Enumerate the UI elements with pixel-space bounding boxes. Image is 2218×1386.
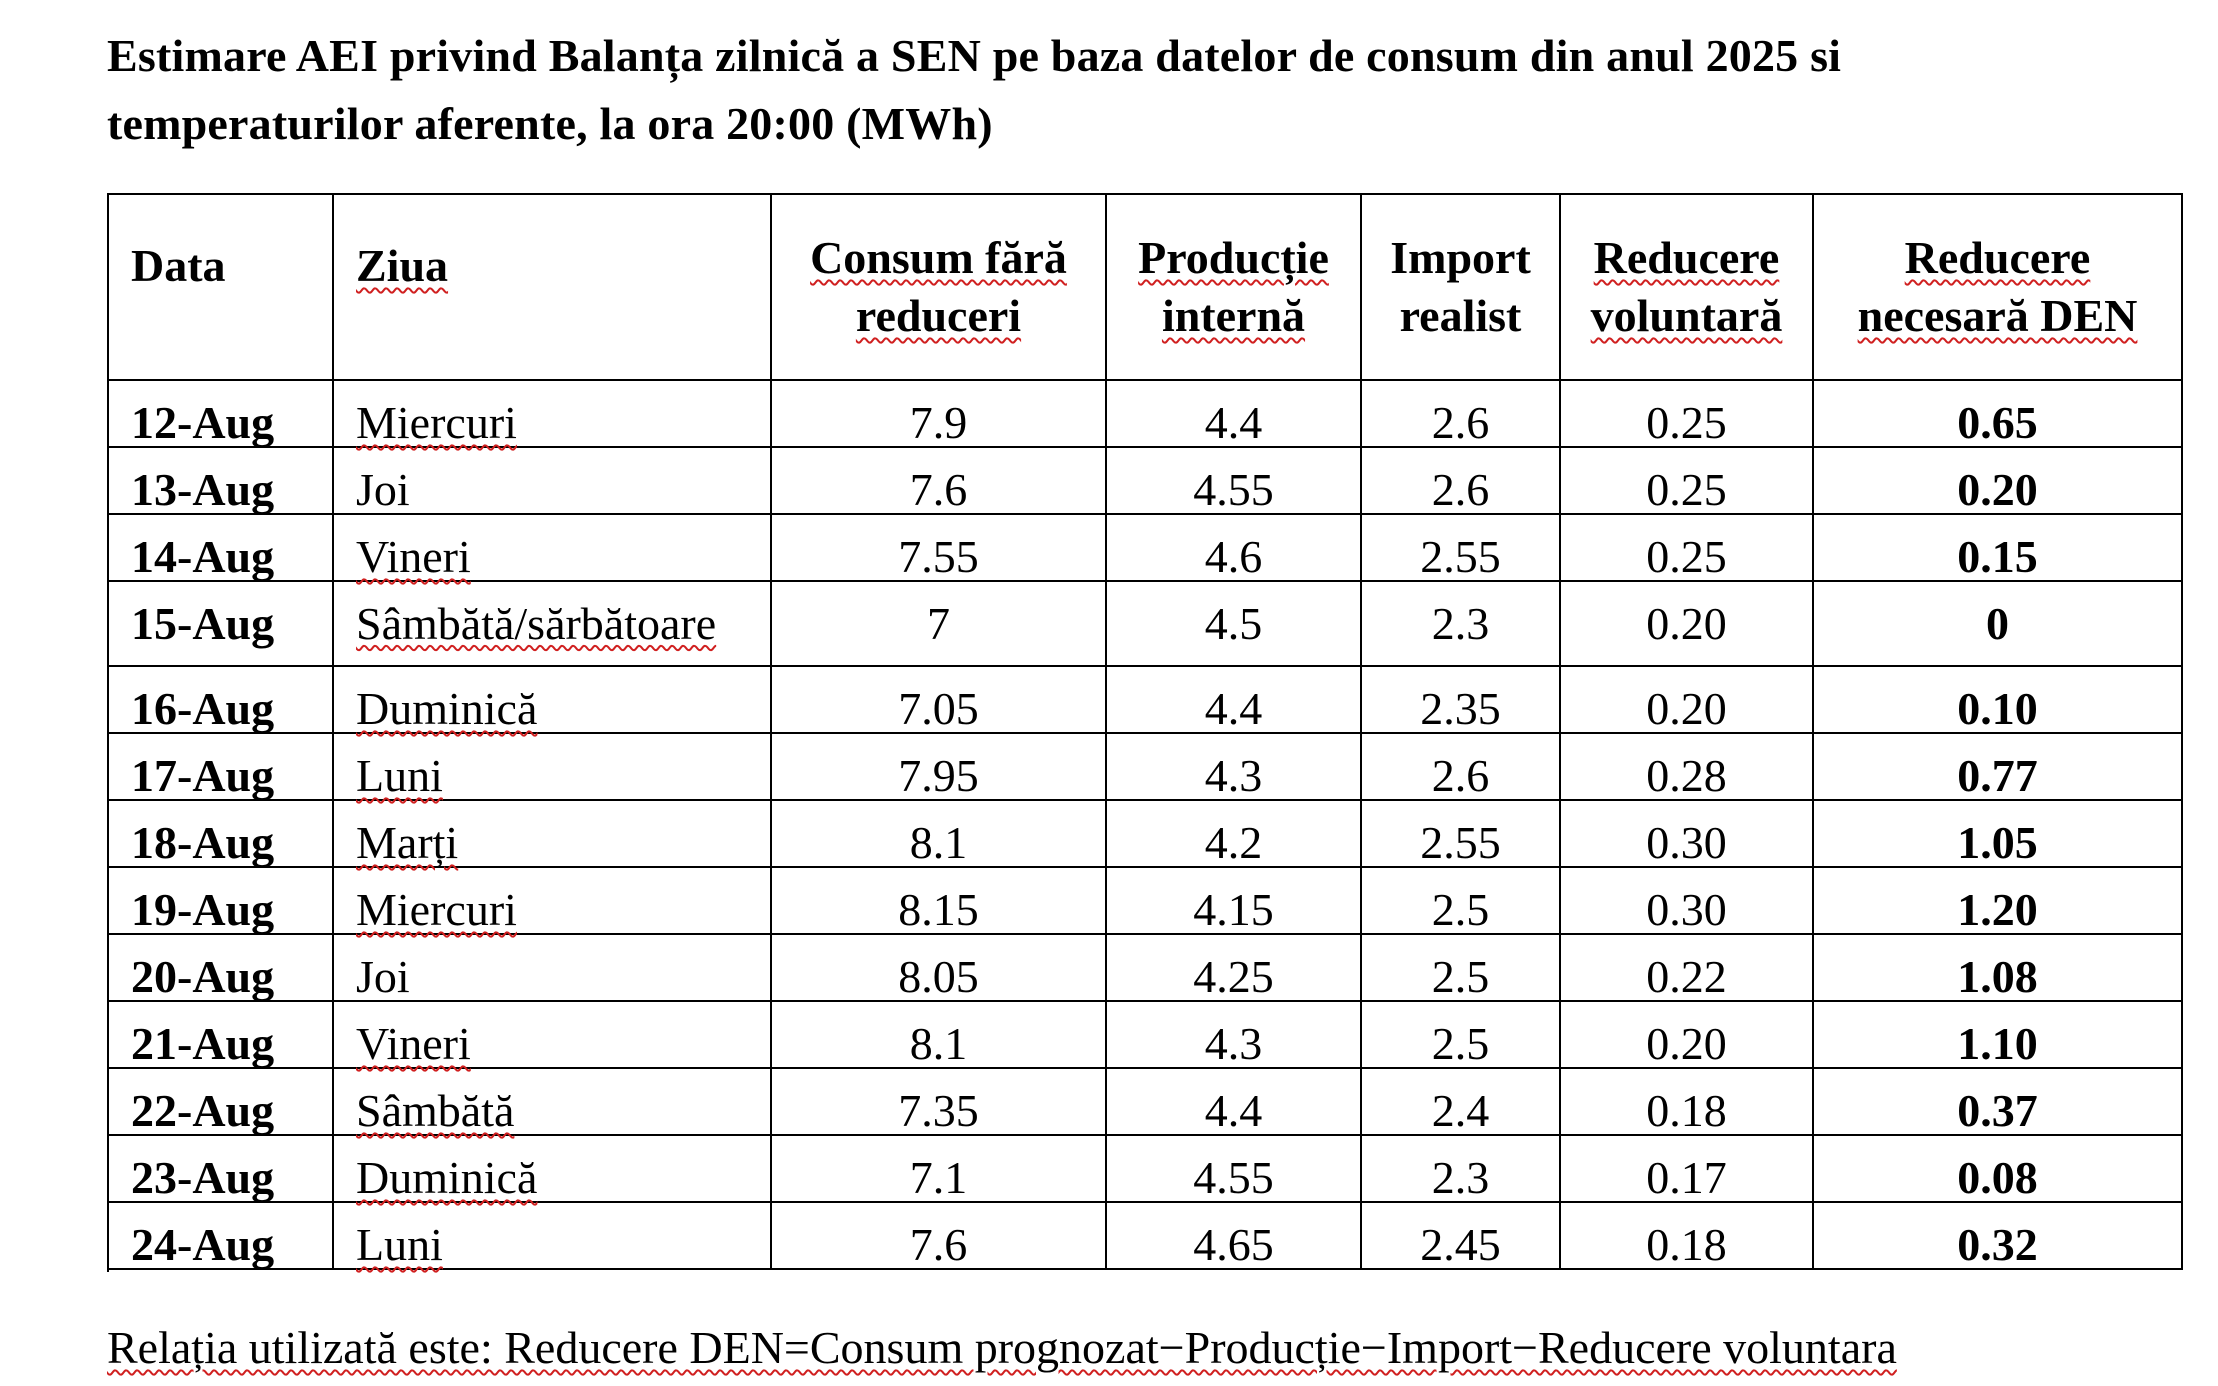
table-row bbox=[108, 1135, 2182, 1202]
den-cell: 0.77 bbox=[1813, 733, 2182, 800]
header-consum: Consum fără reduceri bbox=[771, 194, 1106, 380]
voluntara-cell: 0.28 bbox=[1560, 733, 1813, 800]
voluntara-cell: 0.30 bbox=[1560, 867, 1813, 934]
day-cell: Duminică bbox=[333, 1135, 771, 1202]
header-productie: Producție internă bbox=[1106, 194, 1361, 380]
import-cell: 2.5 bbox=[1361, 934, 1560, 1001]
day-cell: Marți bbox=[333, 800, 771, 867]
consum-cell: 7.6 bbox=[771, 1202, 1106, 1269]
consum-cell: 8.1 bbox=[771, 1001, 1106, 1068]
day-cell: Vineri bbox=[333, 1001, 771, 1068]
date-cell: 18-Aug bbox=[108, 800, 333, 867]
consum-cell: 7.95 bbox=[771, 733, 1106, 800]
table-row bbox=[108, 867, 2182, 934]
consum-cell: 7.35 bbox=[771, 1068, 1106, 1135]
productie-cell: 4.55 bbox=[1106, 1135, 1361, 1202]
day-cell: Luni bbox=[333, 1202, 771, 1269]
date-cell: 22-Aug bbox=[108, 1068, 333, 1135]
productie-cell: 4.25 bbox=[1106, 934, 1361, 1001]
day-cell: Duminică bbox=[333, 666, 771, 733]
den-cell: 0.10 bbox=[1813, 666, 2182, 733]
header-voluntara: Reducere voluntară bbox=[1560, 194, 1813, 380]
import-cell: 2.6 bbox=[1361, 380, 1560, 447]
header-date: Data bbox=[108, 194, 333, 380]
table-row bbox=[108, 1001, 2182, 1068]
voluntara-cell: 0.20 bbox=[1560, 1001, 1813, 1068]
import-cell: 2.6 bbox=[1361, 733, 1560, 800]
date-cell: 23-Aug bbox=[108, 1135, 333, 1202]
date-cell: 17-Aug bbox=[108, 733, 333, 800]
voluntara-cell: 0.30 bbox=[1560, 800, 1813, 867]
voluntara-cell: 0.20 bbox=[1560, 666, 1813, 733]
productie-cell: 4.65 bbox=[1106, 1202, 1361, 1269]
table-row bbox=[108, 934, 2182, 1001]
consum-cell: 8.05 bbox=[771, 934, 1106, 1001]
productie-cell: 4.6 bbox=[1106, 514, 1361, 581]
date-cell: 19-Aug bbox=[108, 867, 333, 934]
import-cell: 2.5 bbox=[1361, 867, 1560, 934]
day-cell: Sâmbătă/sărbătoare bbox=[333, 581, 771, 666]
table-row bbox=[108, 380, 2182, 447]
relation-note: Relația utilizată este: Reducere DEN=Consum prognozat−Producție−Import−Reducere voluntara bbox=[107, 1322, 1897, 1373]
consum-cell: 7.05 bbox=[771, 666, 1106, 733]
consum-cell: 7.55 bbox=[771, 514, 1106, 581]
table-row bbox=[108, 447, 2182, 514]
den-cell: 1.10 bbox=[1813, 1001, 2182, 1068]
voluntara-cell: 0.25 bbox=[1560, 514, 1813, 581]
productie-cell: 4.55 bbox=[1106, 447, 1361, 514]
voluntara-cell: 0.25 bbox=[1560, 447, 1813, 514]
voluntara-cell: 0.17 bbox=[1560, 1135, 1813, 1202]
date-cell: 15-Aug bbox=[108, 581, 333, 666]
den-cell: 0.65 bbox=[1813, 380, 2182, 447]
day-cell: Sâmbătă bbox=[333, 1068, 771, 1135]
productie-cell: 4.2 bbox=[1106, 800, 1361, 867]
consum-cell: 7 bbox=[771, 581, 1106, 666]
voluntara-cell: 0.25 bbox=[1560, 380, 1813, 447]
productie-cell: 4.3 bbox=[1106, 1001, 1361, 1068]
table-body bbox=[108, 380, 2182, 1269]
date-cell: 16-Aug bbox=[108, 666, 333, 733]
date-cell: 20-Aug bbox=[108, 934, 333, 1001]
consum-cell: 7.9 bbox=[771, 380, 1106, 447]
table-header-row bbox=[108, 194, 2182, 380]
import-cell: 2.3 bbox=[1361, 1135, 1560, 1202]
day-cell: Vineri bbox=[333, 514, 771, 581]
header-den: Reducere necesară DEN bbox=[1813, 194, 2182, 380]
voluntara-cell: 0.18 bbox=[1560, 1202, 1813, 1269]
table-row bbox=[108, 581, 2182, 666]
productie-cell: 4.15 bbox=[1106, 867, 1361, 934]
day-cell: Joi bbox=[333, 447, 771, 514]
consum-cell: 8.15 bbox=[771, 867, 1106, 934]
header-day: Ziua bbox=[333, 194, 771, 380]
day-cell: Luni bbox=[333, 733, 771, 800]
import-cell: 2.55 bbox=[1361, 800, 1560, 867]
table-row bbox=[108, 1202, 2182, 1269]
import-cell: 2.55 bbox=[1361, 514, 1560, 581]
import-cell: 2.6 bbox=[1361, 447, 1560, 514]
voluntara-cell: 0.22 bbox=[1560, 934, 1813, 1001]
voluntara-cell: 0.18 bbox=[1560, 1068, 1813, 1135]
productie-cell: 4.4 bbox=[1106, 1068, 1361, 1135]
consum-cell: 7.1 bbox=[771, 1135, 1106, 1202]
productie-cell: 4.4 bbox=[1106, 666, 1361, 733]
den-cell: 0 bbox=[1813, 581, 2182, 666]
den-cell: 0.20 bbox=[1813, 447, 2182, 514]
den-cell: 1.20 bbox=[1813, 867, 2182, 934]
import-cell: 2.45 bbox=[1361, 1202, 1560, 1269]
date-cell: 13-Aug bbox=[108, 447, 333, 514]
voluntara-cell: 0.20 bbox=[1560, 581, 1813, 666]
den-cell: 0.32 bbox=[1813, 1202, 2182, 1269]
day-cell: Joi bbox=[333, 934, 771, 1001]
productie-cell: 4.5 bbox=[1106, 581, 1361, 666]
table-row bbox=[108, 800, 2182, 867]
balance-table bbox=[107, 193, 2183, 1270]
import-cell: 2.5 bbox=[1361, 1001, 1560, 1068]
table-row bbox=[108, 1068, 2182, 1135]
consum-cell: 8.1 bbox=[771, 800, 1106, 867]
den-cell: 0.08 bbox=[1813, 1135, 2182, 1202]
import-cell: 2.4 bbox=[1361, 1068, 1560, 1135]
day-cell: Miercuri bbox=[333, 380, 771, 447]
day-cell: Miercuri bbox=[333, 867, 771, 934]
text-cursor bbox=[107, 1222, 109, 1272]
table-row bbox=[108, 666, 2182, 733]
den-cell: 1.05 bbox=[1813, 800, 2182, 867]
table-row bbox=[108, 733, 2182, 800]
import-cell: 2.3 bbox=[1361, 581, 1560, 666]
date-cell: 12-Aug bbox=[108, 380, 333, 447]
table-row bbox=[108, 514, 2182, 581]
date-cell: 14-Aug bbox=[108, 514, 333, 581]
date-cell: 24-Aug bbox=[108, 1202, 333, 1269]
productie-cell: 4.4 bbox=[1106, 380, 1361, 447]
productie-cell: 4.3 bbox=[1106, 733, 1361, 800]
den-cell: 0.15 bbox=[1813, 514, 2182, 581]
den-cell: 0.37 bbox=[1813, 1068, 2182, 1135]
date-cell: 21-Aug bbox=[108, 1001, 333, 1068]
den-cell: 1.08 bbox=[1813, 934, 2182, 1001]
header-import: Import realist bbox=[1361, 194, 1560, 380]
consum-cell: 7.6 bbox=[771, 447, 1106, 514]
import-cell: 2.35 bbox=[1361, 666, 1560, 733]
document-title: Estimare AEI privind Balanța zilnică a SEN pe baza datelor de consum din anul 2025 si temperaturilor aferente, la ora 20:00 (MWh) bbox=[107, 30, 1842, 149]
